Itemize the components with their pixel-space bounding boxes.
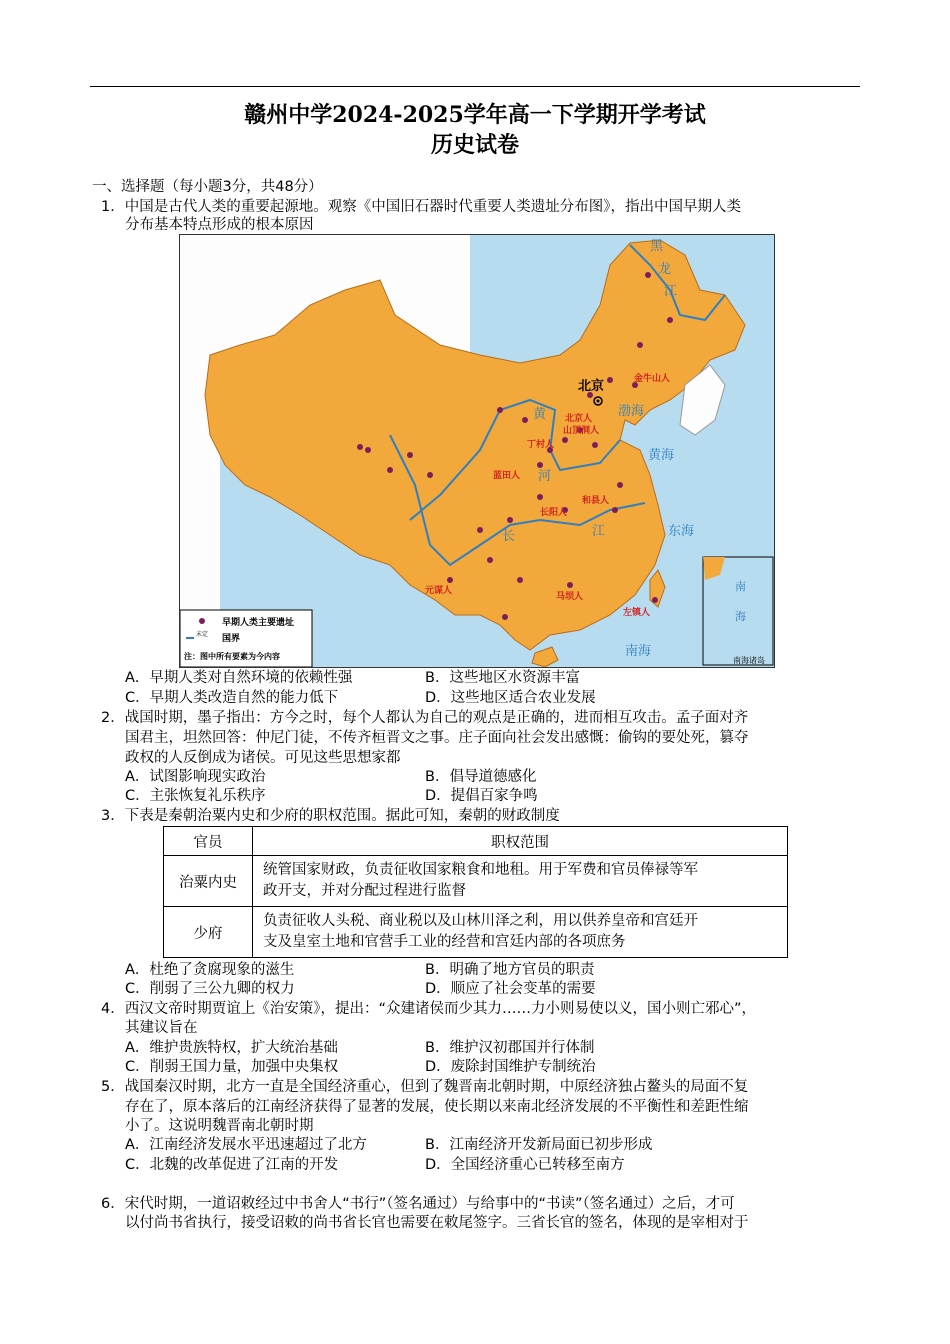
label-bohai: 渤海	[618, 404, 645, 419]
q2-stem-line3: 政权的人反倒成为诸侯。可见这些思想家都	[125, 750, 401, 766]
q6-stem-line2: 以付尚书省执行，接受诏敕的尚书省长官也需要在敕尾签字。三省长官的签名，体现的是宰相对于	[125, 1215, 749, 1231]
q3-option-d: D．顺应了社会变革的需要	[425, 981, 596, 997]
label-hexian: 和县人	[582, 496, 610, 506]
inset-caption: 南海诸岛	[733, 656, 765, 665]
header-rule	[90, 86, 860, 87]
table-row	[164, 856, 788, 907]
q4-stem-line1: 4．西汉文帝时期贾谊上《治安策》，提出：“众建诸侯而少其力……力小则易使以义，国小则亡邪心”，	[101, 1001, 756, 1017]
legend-note: 注：图中所有要素为今内容	[184, 652, 280, 661]
q3-table	[163, 826, 788, 958]
q2-stem-line1: 2．战国时期，墨子指出：方今之时，每个人都认为自己的观点是正确的，进而相互攻击。孟子面对齐	[101, 710, 749, 726]
south-sea-inset	[703, 557, 773, 665]
q3-stem: 3．下表是秦朝治粟内史和少府的职权范围。据此可知，秦朝的财政制度	[101, 808, 560, 824]
q5-stem-line1: 5．战国秦汉时期，北方一直是全国经济重心，但到了魏晋南北朝时期，中原经济独占鳌头的局面不复	[101, 1079, 749, 1095]
q2-option-b: B．倡导道德感化	[425, 769, 537, 785]
label-donghai: 东海	[668, 524, 695, 539]
inset-nan: 南	[735, 580, 746, 593]
q2-option-d: D．提倡百家争鸣	[425, 788, 538, 804]
section-heading: 一、选择题（每小题3分，共48分）	[92, 179, 323, 195]
duties-line1: 统管国家财政，负责征收国家粮食和地租。用于军费和官员俸禄等军	[263, 862, 698, 878]
table-cell-duties	[253, 907, 788, 958]
q5-option-a: A．江南经济发展水平迅速超过了北方	[125, 1137, 367, 1153]
exam-subtitle: 历史试卷	[430, 132, 519, 158]
q3-option-a: A．杜绝了贪腐现象的滋生	[125, 962, 295, 978]
table-row	[164, 907, 788, 958]
q3-option-c: C．削弱了三公九卿的权力	[125, 981, 295, 997]
duties-line2: 支及皇室土地和官营手工业的经营和宫廷内部的各项庶务	[263, 934, 626, 950]
legend-border: 国界	[222, 634, 241, 644]
table-cell-official: 少府	[164, 907, 253, 958]
label-he: 河	[538, 469, 552, 484]
q5-option-c: C．北魏的改革促进了江南的开发	[125, 1157, 339, 1173]
duties-line1: 负责征收人头税、商业税以及山林川泽之利，用以供养皇帝和宫廷开	[263, 913, 698, 929]
label-changyang: 长阳人	[540, 508, 568, 518]
q4-option-a: A．维护贵族特权，扩大统治基础	[125, 1040, 338, 1056]
label-huanghai: 黄海	[648, 448, 675, 463]
label-hei: 黑	[650, 239, 664, 254]
label-nanhai: 南海	[625, 644, 652, 659]
legend-sites: 早期人类主要遗址	[222, 618, 295, 628]
exam-title: 赣州中学2024-2025学年高一下学期开学考试	[244, 102, 706, 128]
label-beijingren: 北京人	[565, 414, 593, 424]
q4-option-d: D．废除封国维护专制统治	[425, 1059, 596, 1075]
label-jiang: 江	[592, 524, 606, 539]
q4-stem-line2: 其建议旨在	[125, 1020, 198, 1036]
q1-option-a: A．早期人类对自然环境的依赖性强	[125, 670, 353, 686]
legend-border-mark: 未定	[196, 631, 209, 638]
q1-stem-line2: 分布基本特点形成的根本原因	[125, 217, 314, 233]
label-maba: 马坝人	[556, 592, 584, 602]
q5-option-b: B．江南经济开发新局面已初步形成	[425, 1137, 653, 1153]
label-shandingdong: 山顶洞人	[563, 426, 600, 436]
table-header-official: 官员	[164, 827, 253, 856]
q3-option-b: B．明确了地方官员的职责	[425, 962, 595, 978]
q1-option-b: B．这些地区水资源丰富	[425, 670, 580, 686]
q4-option-b: B．维护汉初郡国并行体制	[425, 1040, 595, 1056]
label-long: 龙	[658, 262, 672, 277]
q6-stem-line1: 6．宋代时期，一道诏敕经过中书舍人“书行”（签名通过）与给事中的“书读”（签名通过）之后，才可	[101, 1196, 735, 1212]
q2-stem-line2: 国君主，坦然回答：仲尼门徒，不传齐桓晋文之事。庄子面向社会发出感慨：偷钩的要处死，篡夺	[125, 730, 749, 746]
map-legend	[180, 610, 312, 667]
q4-option-c: C．削弱王国力量，加强中央集权	[125, 1059, 339, 1075]
inset-hai: 海	[735, 610, 746, 623]
table-cell-duties	[253, 856, 788, 907]
label-chang: 长	[502, 529, 516, 544]
q2-option-a: A．试图影响现实政治	[125, 769, 266, 785]
label-jinniushan: 金牛山人	[634, 374, 671, 384]
label-huang: 黄	[533, 407, 547, 422]
china-paleolithic-sites-map	[179, 234, 775, 668]
label-lantian: 蓝田人	[493, 471, 521, 481]
q5-stem-line3: 小了。这说明魏晋南北朝时期	[125, 1118, 314, 1134]
q5-stem-line2: 存在了，原本落后的江南经济获得了显著的发展，使长期以来南北经济发展的不平衡性和差距性缩	[125, 1099, 749, 1115]
q1-stem-line1: 1．中国是古代人类的重要起源地。观察《中国旧石器时代重要人类遗址分布图》，指出中国早期人类	[101, 199, 741, 215]
q1-option-d: D．这些地区适合农业发展	[425, 690, 596, 706]
label-dingcun: 丁村人	[527, 440, 555, 450]
label-beijing: 北京	[578, 379, 605, 394]
label-yuanmou: 元谋人	[425, 586, 453, 596]
duties-line2: 政开支，并对分配过程进行监督	[263, 883, 466, 899]
table-header-row	[164, 827, 788, 856]
label-jiang2: 江	[664, 284, 678, 299]
q5-option-d: D．全国经济重心已转移至南方	[425, 1157, 625, 1173]
q1-option-c: C．早期人类改造自然的能力低下	[125, 690, 339, 706]
q2-option-c: C．主张恢复礼乐秩序	[125, 788, 266, 804]
table-cell-official: 治粟内史	[164, 856, 253, 907]
label-zuozhen: 左镇人	[623, 608, 651, 618]
table-header-duties: 职权范围	[253, 827, 788, 856]
